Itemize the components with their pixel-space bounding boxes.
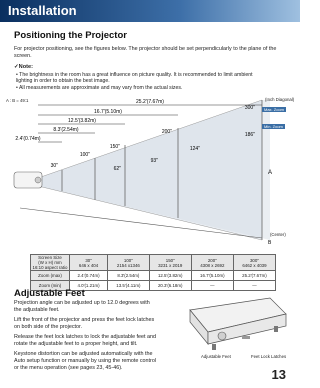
note-line: • All measurements are approximate and may vary from the actual sizes. — [16, 84, 183, 91]
foot-icon — [212, 344, 216, 350]
max-zoom-badge: Max. Zoom — [264, 107, 285, 112]
min-zoom-badge: Min. Zoom — [264, 124, 283, 129]
row-label: Zoom (min) — [31, 281, 70, 291]
latch-icon — [242, 336, 250, 339]
adjustable-feet-text — [14, 300, 184, 372]
page-title: Installation — [8, 3, 77, 18]
row-label: Zoom (max) — [31, 271, 70, 281]
table-header-row — [31, 255, 276, 271]
table-cell: 2.4'(0.74m) — [70, 271, 108, 281]
page-number: 13 — [271, 367, 286, 382]
caption-feet-lock-latches: Feet Lock Latches — [251, 354, 287, 359]
throw-distance-table — [30, 254, 276, 291]
caption-adjustable-feet: Adjustable Feet — [201, 354, 231, 359]
table-cell: — — [191, 281, 233, 291]
paragraph: Keystone distortion can be adjusted automatically with the Auto setup function or manually by using the remote control or the menu operation (see pages 23, 45-46). — [14, 351, 157, 371]
distance-label: 12.5'(3.82m) — [68, 118, 96, 124]
center-label: (Center) — [270, 232, 286, 237]
inner-size-label: 186" — [244, 132, 255, 138]
table-cell: 8.3'(2.54m) — [108, 271, 150, 281]
throw-distance-diagram — [0, 90, 300, 250]
table-col-header: 150" 3231 x 2019 — [149, 255, 191, 271]
distance-label: 8.3'(2.54m) — [53, 127, 79, 133]
note-label: ✓Note: — [14, 64, 33, 70]
note-line: • The brightness in the room has a great influence on picture quality. It is recommended to limit ambient — [16, 72, 253, 78]
aspect-ratio-label: A : B = 49:1 — [6, 98, 29, 103]
size-label-300: 300" — [244, 105, 255, 111]
projector-underside-illustration — [182, 292, 290, 354]
table-cell: 4.0'(1.21m) — [70, 281, 108, 291]
note-item — [16, 72, 296, 85]
size-label-30: 30" — [50, 163, 58, 169]
table-col-header: 100" 2154 x1346 — [108, 255, 150, 271]
table-cell: 13.5'(4.11m) — [108, 281, 150, 291]
section-title-adjustable-feet: Adjustable Feet — [14, 288, 85, 299]
positioning-intro — [14, 46, 294, 60]
inner-size-label: 62" — [113, 166, 121, 172]
table-cell: 16.7'(5.10m) — [191, 271, 233, 281]
table-cell: 20.3'(6.18m) — [149, 281, 191, 291]
note-list — [16, 72, 296, 91]
table-header-label: Screen Size (W x H) mm 16:10 aspect ratio — [31, 255, 70, 271]
intro-line: For projector positioning, see the figures below. The projector should be set perpendicularly to the plane of the — [14, 46, 277, 52]
distance-label: 25.2'(7.67m) — [136, 99, 164, 105]
table-cell: 25.2'(7.67m) — [233, 271, 275, 281]
label-b: B — [268, 240, 272, 246]
lens-icon — [218, 332, 226, 340]
projector-lens — [35, 177, 41, 183]
inner-size-label: 124" — [189, 146, 200, 152]
table-cell: — — [233, 281, 275, 291]
table-row — [31, 271, 276, 281]
distance-label: 2.4'(0.74m) — [15, 136, 41, 142]
size-label-200: 200" — [161, 129, 172, 135]
table-col-header: 200" 4308 x 2692 — [191, 255, 233, 271]
distance-label: 16.7'(5.10m) — [94, 109, 122, 115]
foot-icon — [274, 326, 278, 332]
section-title-positioning: Positioning the Projector — [14, 30, 127, 41]
table-col-header: 300" 6462 x 4039 — [233, 255, 275, 271]
size-label-150: 150" — [109, 144, 120, 150]
paragraph: Lift the front of the projector and press the feet lock latches on both side of the projector. — [14, 317, 155, 330]
table-cell: 12.5'(3.82m) — [149, 271, 191, 281]
paragraph: Projection angle can be adjusted up to 12.0 degrees with the adjustable feet. — [14, 300, 150, 313]
note-line: lighting in order to obtain the best image. — [16, 78, 110, 85]
inch-diagonal-label: (Inch Diagonal) — [265, 97, 295, 102]
paragraph: Release the feet lock latches to lock the adjustable feet and rotate the adjustable feet to a proper height, and tilt. — [14, 334, 157, 347]
inner-size-label: 93" — [150, 158, 158, 164]
table-col-header: 30" 646 x 404 — [70, 255, 108, 271]
label-a: A — [268, 170, 273, 176]
intro-line: screen. — [14, 53, 32, 59]
size-label-100: 100" — [79, 152, 90, 158]
